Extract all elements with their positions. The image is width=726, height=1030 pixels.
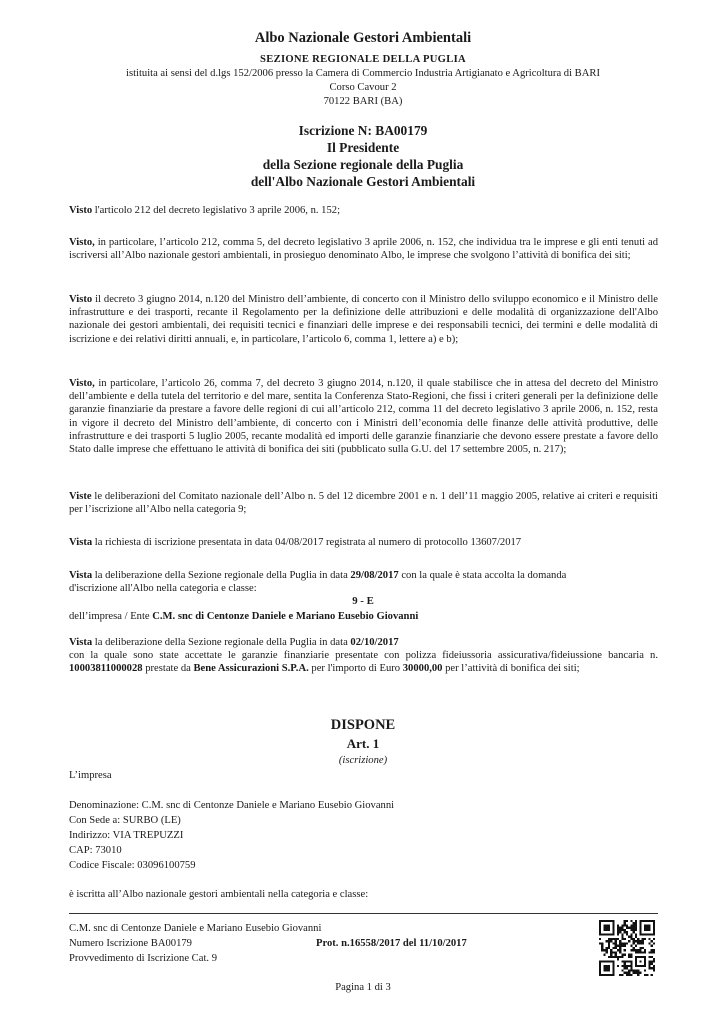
visto-lead: Visto, [69,237,95,248]
sede: Con Sede a: SURBO (LE) [69,815,181,826]
footer-divider [69,913,658,914]
viste-lead: Viste [69,491,92,502]
indirizzo: Indirizzo: VIA TREPUZZI [69,830,184,841]
article-subtitle: (iscrizione) [338,755,388,766]
header-title: Albo Nazionale Gestori Ambientali [254,30,472,46]
impresa-name: C.M. snc di Centonze Daniele e Mariano Eusebio Giovanni [152,611,419,622]
iscrizione-sezione: della Sezione regionale della Puglia [262,157,464,172]
polizza-number: 10003811000028 [69,663,143,675]
header-section: SEZIONE REGIONALE DELLA PUGLIA [260,54,466,65]
header-address: Corso Cavour 2 [329,82,397,93]
impresa-prefix: dell’impresa / Ente [69,611,153,622]
visto-paragraph-3 [69,293,658,346]
dispone-title: DISPONE [330,717,396,733]
iscrizione-albo: dell'Albo Nazionale Gestori Ambientali [250,174,476,189]
vista-lead: Vista [69,570,93,581]
qr-code-icon [599,920,655,976]
prestate-text: prestate da [142,663,194,675]
vista-text: la richiesta di iscrizione presentata in data 04/08/2017 registrata al numero di protocollo 13607/2017 [92,537,522,548]
garanzie-text: con la quale sono state accettate le garanzie finanziarie presentate con polizza fideiussoria assicurativa/fideiussione bancaria n. [69,650,658,662]
denominazione: Denominazione: C.M. snc di Centonze Daniele e Mariano Eusebio Giovanni [69,800,395,811]
article-title: Art. 1 [346,736,380,751]
visto-text: l'articolo 212 del decreto legislativo 3 aprile 2006, n. 152; [92,205,341,216]
vista-paragraph-8 [69,636,658,676]
category-class: 9 - E [352,595,374,607]
visto-text: il decreto 3 giugno 2014, n.120 del Ministro dell’ambiente, di concerto con il Ministro dello sviluppo economico e il Ministro delle infrastrutture e dei trasporti, recante il Regolamento per la definizione delle attribuzioni e delle modalità di organizzazione dell'Albo nazionale dei gestori ambientali, dei requisiti tecnici e finanziari delle imprese e dei responsabili tecnici, dei termini e delle modalità di iscrizione e dei relativi diritti annuali, e, in particolare, l’articolo 6, comma 1, lettere a) e b); [69,294,658,345]
attivita-text: per l’attività di bonifica dei siti; [442,663,580,675]
visto-lead: Visto [69,205,93,216]
iscritta-text: è iscritta all’Albo nazionale gestori ambientali nella categoria e classe: [69,889,369,900]
insurance-company: Bene Assicurazioni S.P.A. [193,663,309,675]
header-city: 70122 BARI (BA) [323,96,403,107]
page-number: Pagina 1 di 3 [335,982,391,993]
visto-paragraph-1 [69,204,658,217]
impresa-intro: L’impresa [69,770,112,781]
vista-text: la deliberazione della Sezione regionale della Puglia in data [92,570,351,581]
impresa-line [69,610,418,623]
visto-lead: Visto, [69,378,95,389]
importo-text: per l'importo di Euro [308,663,403,675]
vista-paragraph-6 [69,536,658,549]
viste-text: le deliberazioni del Comitato nazionale dell’Albo n. 5 del 12 dicembre 2001 e n. 1 dell’11 maggio 2005, relative ai criteri e requisiti per l’iscrizione all’Albo nella categoria 9; [69,491,658,516]
vista-lead: Vista [69,637,93,648]
visto-paragraph-2 [69,236,658,262]
header-istituita: istituita ai sensi del d.lgs 152/2006 presso la Camera di Commercio Industria Artigianato e Agricoltura di BARI [126,68,600,79]
footer-provvedimento: Provvedimento di Iscrizione Cat. 9 [69,953,217,964]
deliberation-date: 02/10/2017 [350,637,399,648]
vista-lead: Vista [69,537,93,548]
visto-text: in particolare, l’articolo 212, comma 5, del decreto legislativo 3 aprile 2006, n. 152, che individua tra le imprese e gli enti tenuti ad iscriversi all’Albo nazionale gestori ambientali, in prosieguo denominato Albo, le imprese che svolgono l’attività di bonifica dei siti; [69,237,658,262]
vista-text-cont: con la quale è stata accolta la domanda [398,570,567,581]
visto-lead: Visto [69,294,93,305]
cap: CAP: 73010 [69,845,122,856]
viste-paragraph-5 [69,490,658,516]
visto-text: in particolare, l’articolo 26, comma 7, del decreto 3 giugno 2014, n.120, il quale stabilisce che in attesa del decreto del Ministro dell’ambiente e della tutela del territorio e del mare, sentita la Conferenza Stato-Regioni, che fissi i criteri generali per la definizione delle garanzie finanziarie da prestare a favore delle regioni di cui all’articolo 212, comma 11 del decreto legislativo 3 aprile 2006, n. 152, resta in vigore il decreto del Ministro dell’ambiente, di concerto con i Ministri dell’economia delle finanze delle attività produttive, delle infrastrutture e dei trasporti 5 luglio 2005, recante modalità ed importi delle garanzie finanziarie che devono essere prestate a favore dello Stato dalle imprese che effettuano le attività di bonifica dei siti (pubblicato sulla G.U. del 17 settembre 2005, n. 217); [69,378,658,456]
visto-paragraph-4 [69,377,658,456]
codice-fiscale: Codice Fiscale: 03096100759 [69,860,196,871]
vista-paragraph-7 [69,569,658,595]
deliberation-date: 29/08/2017 [350,570,399,581]
amount: 30000,00 [402,663,443,675]
vista-line2: d'iscrizione all'Albo nella categoria e classe: [69,583,257,595]
footer-protocol: Prot. n.16558/2017 del 11/10/2017 [316,938,467,949]
iscrizione-presidente: Il Presidente [326,140,400,155]
iscrizione-title: Iscrizione N: BA00179 [298,123,428,138]
footer-numero-iscrizione: Numero Iscrizione BA00179 [69,938,192,949]
vista-text: la deliberazione della Sezione regionale della Puglia in data [92,637,351,648]
footer-company: C.M. snc di Centonze Daniele e Mariano Eusebio Giovanni [69,923,322,934]
